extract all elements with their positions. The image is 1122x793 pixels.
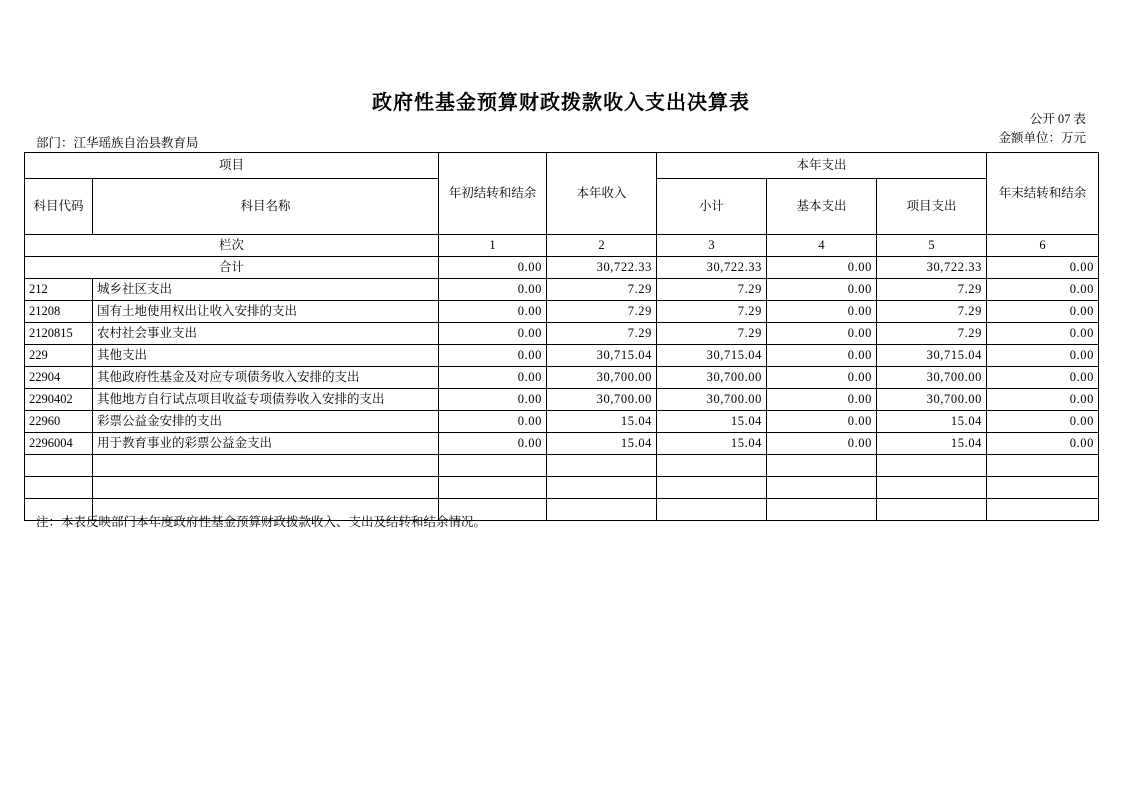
column-index-6: 6 xyxy=(987,235,1099,257)
cell-name: 彩票公益金安排的支出 xyxy=(93,411,439,433)
cell-project xyxy=(877,455,987,477)
cell-end-balance: 0.00 xyxy=(987,345,1099,367)
cell-end-balance: 0.00 xyxy=(987,411,1099,433)
cell-project: 7.29 xyxy=(877,301,987,323)
cell-end-balance: 0.00 xyxy=(987,367,1099,389)
cell-year-income: 7.29 xyxy=(547,323,657,345)
department-label: 部门：江华瑶族自治县教育局 xyxy=(36,136,199,150)
cell-project: 7.29 xyxy=(877,323,987,345)
table-row xyxy=(25,433,1099,455)
cell-begin-balance: 0.00 xyxy=(439,411,547,433)
cell-year-income: 30,715.04 xyxy=(547,345,657,367)
table-row xyxy=(25,323,1099,345)
total-project: 30,722.33 xyxy=(877,257,987,279)
header-project-expenditure: 项目支出 xyxy=(877,179,987,235)
cell-year-income xyxy=(547,455,657,477)
cell-year-income xyxy=(547,477,657,499)
header-subtotal: 小计 xyxy=(657,179,767,235)
cell-begin-balance: 0.00 xyxy=(439,279,547,301)
cell-project xyxy=(877,499,987,521)
column-index-label: 栏次 xyxy=(25,235,439,257)
cell-subtotal: 30,700.00 xyxy=(657,389,767,411)
cell-subtotal xyxy=(657,499,767,521)
cell-basic: 0.00 xyxy=(767,345,877,367)
cell-end-balance: 0.00 xyxy=(987,323,1099,345)
column-index-2: 2 xyxy=(547,235,657,257)
cell-year-income: 30,700.00 xyxy=(547,367,657,389)
table-row xyxy=(25,411,1099,433)
cell-subtotal: 30,715.04 xyxy=(657,345,767,367)
cell-name xyxy=(93,477,439,499)
header-basic-expenditure: 基本支出 xyxy=(767,179,877,235)
table-row xyxy=(25,389,1099,411)
cell-code xyxy=(25,477,93,499)
cell-year-income: 15.04 xyxy=(547,433,657,455)
column-index-4: 4 xyxy=(767,235,877,257)
cell-subtotal: 15.04 xyxy=(657,433,767,455)
cell-code: 22904 xyxy=(25,367,93,389)
cell-project: 30,700.00 xyxy=(877,367,987,389)
cell-code: 2296004 xyxy=(25,433,93,455)
table-note: 注：本表反映部门本年度政府性基金预算财政拨款收入、支出及结转和结余情况。 xyxy=(36,515,487,529)
header-end-balance: 年末结转和结余 xyxy=(987,153,1099,235)
cell-subtotal: 15.04 xyxy=(657,411,767,433)
header-group-expenditure: 本年支出 xyxy=(657,153,987,179)
cell-begin-balance: 0.00 xyxy=(439,433,547,455)
header-group-item: 项目 xyxy=(25,153,439,179)
cell-begin-balance: 0.00 xyxy=(439,389,547,411)
cell-project xyxy=(877,477,987,499)
cell-basic: 0.00 xyxy=(767,301,877,323)
cell-basic: 0.00 xyxy=(767,367,877,389)
form-number: 公开 07 表 xyxy=(1029,112,1086,126)
amount-unit: 金额单位：万元 xyxy=(998,131,1086,145)
cell-basic: 0.00 xyxy=(767,389,877,411)
cell-project: 15.04 xyxy=(877,433,987,455)
cell-name: 国有土地使用权出让收入安排的支出 xyxy=(93,301,439,323)
cell-project: 7.29 xyxy=(877,279,987,301)
cell-end-balance: 0.00 xyxy=(987,301,1099,323)
cell-basic: 0.00 xyxy=(767,323,877,345)
table-header-row-1 xyxy=(25,153,1099,179)
cell-basic: 0.00 xyxy=(767,279,877,301)
cell-begin-balance xyxy=(439,477,547,499)
cell-name: 其他政府性基金及对应专项债务收入安排的支出 xyxy=(93,367,439,389)
cell-begin-balance: 0.00 xyxy=(439,367,547,389)
cell-end-balance: 0.00 xyxy=(987,389,1099,411)
total-basic: 0.00 xyxy=(767,257,877,279)
cell-end-balance xyxy=(987,477,1099,499)
cell-name: 其他地方自行试点项目收益专项债券收入安排的支出 xyxy=(93,389,439,411)
cell-code: 212 xyxy=(25,279,93,301)
cell-code: 22960 xyxy=(25,411,93,433)
cell-code: 229 xyxy=(25,345,93,367)
total-end-balance: 0.00 xyxy=(987,257,1099,279)
cell-begin-balance xyxy=(439,455,547,477)
cell-basic: 0.00 xyxy=(767,433,877,455)
table-column-index-row xyxy=(25,235,1099,257)
header-begin-balance: 年初结转和结余 xyxy=(439,153,547,235)
cell-subtotal: 30,700.00 xyxy=(657,367,767,389)
cell-begin-balance: 0.00 xyxy=(439,345,547,367)
total-label: 合计 xyxy=(25,257,439,279)
total-row xyxy=(25,257,1099,279)
cell-basic xyxy=(767,499,877,521)
cell-subtotal: 7.29 xyxy=(657,301,767,323)
cell-name: 用于教育事业的彩票公益金支出 xyxy=(93,433,439,455)
cell-name: 农村社会事业支出 xyxy=(93,323,439,345)
column-index-5: 5 xyxy=(877,235,987,257)
cell-subtotal: 7.29 xyxy=(657,279,767,301)
table-row xyxy=(25,477,1099,499)
table-row xyxy=(25,279,1099,301)
cell-name: 城乡社区支出 xyxy=(93,279,439,301)
header-name: 科目名称 xyxy=(93,179,439,235)
table-row xyxy=(25,345,1099,367)
cell-year-income: 15.04 xyxy=(547,411,657,433)
cell-subtotal: 7.29 xyxy=(657,323,767,345)
table-row xyxy=(25,455,1099,477)
column-index-3: 3 xyxy=(657,235,767,257)
cell-code xyxy=(25,455,93,477)
header-code: 科目代码 xyxy=(25,179,93,235)
form-meta xyxy=(998,110,1086,148)
table-row xyxy=(25,367,1099,389)
cell-basic: 0.00 xyxy=(767,411,877,433)
cell-year-income: 7.29 xyxy=(547,301,657,323)
budget-table xyxy=(24,152,1099,521)
cell-subtotal xyxy=(657,477,767,499)
cell-begin-balance: 0.00 xyxy=(439,323,547,345)
total-subtotal: 30,722.33 xyxy=(657,257,767,279)
header-year-income: 本年收入 xyxy=(547,153,657,235)
total-begin-balance: 0.00 xyxy=(439,257,547,279)
cell-begin-balance: 0.00 xyxy=(439,301,547,323)
cell-subtotal xyxy=(657,455,767,477)
cell-basic xyxy=(767,455,877,477)
cell-year-income: 30,700.00 xyxy=(547,389,657,411)
cell-name xyxy=(93,455,439,477)
cell-project: 30,700.00 xyxy=(877,389,987,411)
cell-project: 15.04 xyxy=(877,411,987,433)
cell-end-balance: 0.00 xyxy=(987,279,1099,301)
cell-end-balance: 0.00 xyxy=(987,433,1099,455)
page-title: 政府性基金预算财政拨款收入支出决算表 xyxy=(372,90,750,114)
cell-year-income xyxy=(547,499,657,521)
cell-code: 21208 xyxy=(25,301,93,323)
cell-end-balance xyxy=(987,455,1099,477)
table-row xyxy=(25,301,1099,323)
cell-code: 2290402 xyxy=(25,389,93,411)
cell-code: 2120815 xyxy=(25,323,93,345)
cell-basic xyxy=(767,477,877,499)
column-index-1: 1 xyxy=(439,235,547,257)
cell-end-balance xyxy=(987,499,1099,521)
cell-name: 其他支出 xyxy=(93,345,439,367)
cell-year-income: 7.29 xyxy=(547,279,657,301)
total-year-income: 30,722.33 xyxy=(547,257,657,279)
cell-project: 30,715.04 xyxy=(877,345,987,367)
table-body xyxy=(25,257,1099,521)
